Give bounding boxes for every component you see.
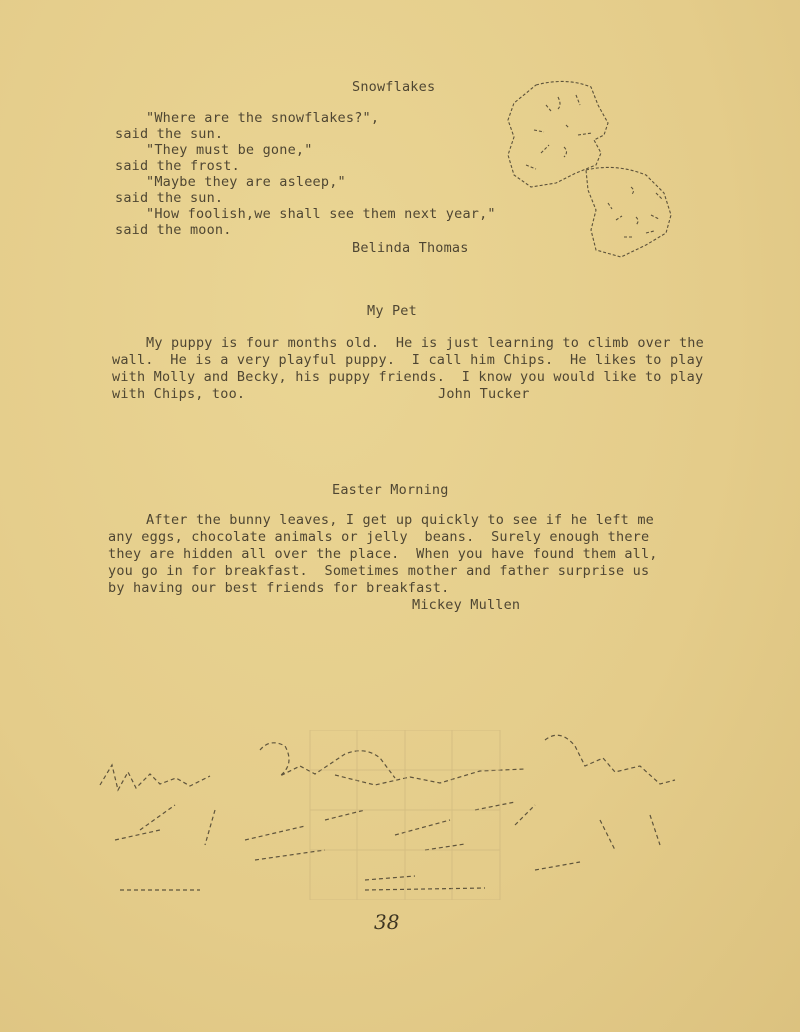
pet-author: John Tucker: [438, 386, 530, 402]
poem-line: said the frost.: [115, 158, 240, 174]
snowflake-drawing: [496, 75, 696, 265]
pet-line: My puppy is four months old. He is just learning to climb over the: [146, 335, 704, 351]
bunny-scribble-drawing: [95, 730, 695, 900]
poem-line: said the moon.: [115, 222, 232, 238]
easter-line: After the bunny leaves, I get up quickly to see if he left me: [146, 512, 654, 528]
pet-title: My Pet: [367, 303, 417, 319]
page-number: 38: [374, 910, 400, 934]
easter-line: any eggs, chocolate animals or jelly beans. Surely enough there: [108, 529, 650, 545]
poem-author: Belinda Thomas: [352, 240, 469, 256]
poem-line: "Where are the snowflakes?",: [146, 110, 380, 126]
easter-line: you go in for breakfast. Sometimes mother and father surprise us: [108, 563, 650, 579]
poem-line: "They must be gone,": [146, 142, 313, 158]
poem-line: "How foolish,we shall see them next year,": [146, 206, 496, 222]
poem-line: said the sun.: [115, 190, 224, 206]
poem-title: Snowflakes: [352, 79, 436, 95]
easter-line: they are hidden all over the place. When you have found them all,: [108, 546, 658, 562]
easter-line: by having our best friends for breakfast.: [108, 580, 450, 596]
poem-line: "Maybe they are asleep,": [146, 174, 346, 190]
pet-line: with Molly and Becky, his puppy friends. I know you would like to play: [112, 369, 704, 385]
easter-author: Mickey Mullen: [412, 597, 521, 613]
easter-title: Easter Morning: [332, 482, 449, 498]
pet-line: wall. He is a very playful puppy. I call him Chips. He likes to play: [112, 352, 704, 368]
poem-line: said the sun.: [115, 126, 224, 142]
pet-line: with Chips, too.: [112, 386, 246, 402]
